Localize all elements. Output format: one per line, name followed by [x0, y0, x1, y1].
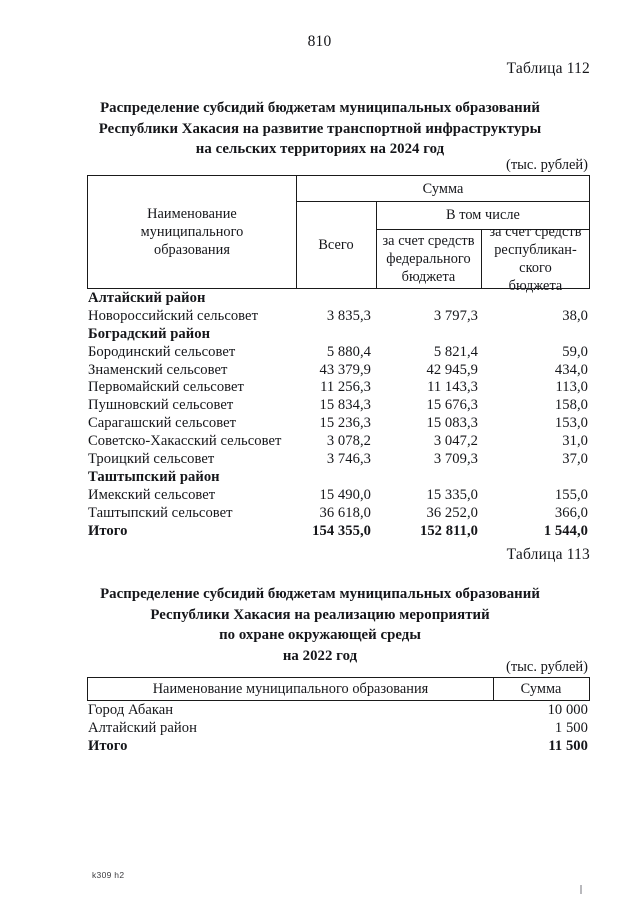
row-label: Бородинский сельсовет — [88, 343, 236, 360]
row-value-2: 5 821,4 — [433, 343, 478, 360]
table-row — [88, 362, 588, 380]
table-113-units: (тыс. рублей) — [506, 659, 588, 675]
row-label: Таштыпский район — [88, 468, 220, 485]
row-label: Знаменский сельсовет — [88, 361, 228, 378]
row-label: Итого — [88, 522, 128, 539]
row-label: Сарагашский сельсовет — [88, 415, 237, 432]
column-header-republican-line-1: за счет средств — [489, 223, 582, 240]
table-row — [88, 451, 588, 469]
row-value-1: 10 000 — [547, 702, 588, 718]
row-value-3: 1 544,0 — [543, 522, 588, 539]
table-112-body — [88, 290, 588, 540]
row-value-1: 11 256,3 — [320, 379, 371, 396]
table-112-title — [60, 98, 580, 160]
row-value-3: 434,0 — [554, 361, 588, 378]
column-header-federal-line-1: за счет средств — [382, 232, 475, 249]
table-row — [88, 523, 588, 541]
row-value-2: 15 335,0 — [426, 486, 478, 503]
table-row — [88, 397, 588, 415]
column-header-v-tom-chisle: В том числе — [446, 207, 520, 223]
column-header-federal-line-2: федерального — [386, 250, 471, 267]
table-113-body — [88, 702, 588, 756]
row-value-1: 1 500 — [554, 719, 588, 736]
table-row — [88, 738, 588, 756]
row-label: Первомайский сельсовет — [88, 379, 244, 396]
row-label: Имекский сельсовет — [88, 486, 216, 503]
row-value-3: 155,0 — [554, 486, 588, 503]
row-value-3: 31,0 — [562, 433, 588, 450]
table-112-title-line-2: Республики Хакасия на развитие транспортной инфраструктуры — [98, 120, 542, 137]
table-row — [88, 344, 588, 362]
table-row — [88, 326, 588, 344]
row-value-2: 152 811,0 — [419, 522, 478, 539]
row-label: Троицкий сельсовет — [88, 451, 215, 468]
row-value-2: 3 797,3 — [433, 307, 478, 324]
column-header-republican-line-4: бюджета — [508, 277, 563, 294]
table-113-caption: Таблица 113 — [506, 546, 590, 563]
row-label: Новороссийский сельсовет — [88, 307, 258, 324]
row-value-2: 3 709,3 — [433, 451, 478, 468]
row-value-2: 36 252,0 — [426, 504, 478, 521]
row-label: Пушновский сельсовет — [88, 397, 234, 414]
table-112-caption: Таблица 112 — [506, 60, 590, 77]
row-value-1: 11 500 — [548, 737, 588, 754]
row-value-3: 59,0 — [562, 343, 588, 360]
row-label: Боградский район — [88, 325, 211, 342]
row-value-3: 153,0 — [554, 415, 588, 432]
table-112-title-line-3: на сельских территориях на 2024 год — [195, 141, 445, 157]
row-value-1: 43 379,9 — [319, 361, 371, 378]
column-header-name-line-2: муниципального — [140, 224, 244, 240]
row-value-3: 37,0 — [562, 451, 588, 468]
row-label: Таштыпский сельсовет — [88, 504, 233, 521]
table-row — [88, 379, 588, 397]
table-row — [88, 433, 588, 451]
column-header-name — [88, 176, 296, 288]
row-value-3: 113,0 — [555, 379, 588, 396]
table-113-title — [60, 584, 580, 666]
row-label: Город Абакан — [88, 702, 174, 718]
page-number: 810 — [307, 33, 332, 50]
footer-scan-code: k309 h2 — [92, 870, 125, 880]
row-value-1: 3 078,2 — [326, 433, 371, 450]
table-row — [88, 415, 588, 433]
column-header-vsego: Всего — [318, 236, 354, 253]
column-header-name-line-3: образования — [154, 242, 230, 258]
table-113-title-line-4: на 2022 год — [282, 647, 358, 664]
column-header-republican-line-3: ского — [519, 259, 552, 276]
table-113-title-line-3: по охране окружающей среды — [219, 627, 421, 643]
row-value-3: 38,0 — [562, 307, 588, 324]
table-row — [88, 308, 588, 326]
table-113-title-line-2: Республики Хакасия на реализацию мероприятий — [150, 606, 490, 623]
row-value-1: 36 618,0 — [319, 504, 371, 521]
table-112-units: (тыс. рублей) — [506, 157, 588, 173]
row-value-2: 3 047,2 — [433, 433, 478, 450]
table-row — [88, 720, 588, 738]
table-row — [88, 487, 588, 505]
row-label: Итого — [88, 737, 128, 754]
row-value-2: 42 945,9 — [426, 361, 478, 378]
column-header-summa: Сумма — [520, 681, 562, 697]
table-row — [88, 702, 588, 720]
column-header-municipality-name: Наименование муниципального образования — [152, 681, 429, 697]
row-value-1: 3 746,3 — [326, 451, 371, 468]
scan-edge-mark — [580, 885, 582, 894]
column-header-republican-budget — [481, 223, 590, 294]
row-label: Алтайский район — [88, 290, 206, 306]
row-value-1: 3 835,3 — [326, 307, 371, 324]
row-value-2: 15 083,3 — [426, 415, 478, 432]
table-112-title-line-1: Распределение субсидий бюджетам муниципальных образований — [100, 100, 540, 116]
row-value-1: 5 880,4 — [326, 343, 371, 360]
column-header-federal-budget — [376, 229, 481, 288]
table-112-header — [87, 175, 590, 294]
table-row — [88, 290, 588, 308]
table-113-title-line-1: Распределение субсидий бюджетам муниципальных образований — [100, 586, 540, 602]
column-header-name-line-1: Наименование — [147, 206, 237, 222]
row-value-3: 158,0 — [554, 397, 588, 414]
row-label: Советско-Хакасский сельсовет — [88, 433, 282, 450]
column-header-federal-line-3: бюджета — [401, 268, 456, 285]
row-value-2: 15 676,3 — [426, 397, 478, 414]
row-value-2: 11 143,3 — [427, 379, 478, 396]
row-value-1: 15 236,3 — [319, 415, 371, 432]
row-value-3: 366,0 — [554, 504, 588, 521]
row-label: Алтайский район — [88, 719, 197, 736]
column-header-summa: Сумма — [422, 180, 464, 197]
row-value-1: 154 355,0 — [312, 522, 371, 539]
table-113-header — [87, 677, 590, 701]
row-value-1: 15 834,3 — [319, 397, 371, 414]
column-header-republican-line-2: республикан- — [494, 241, 577, 258]
table-row — [88, 469, 588, 487]
table-row — [88, 505, 588, 523]
row-value-1: 15 490,0 — [319, 486, 371, 503]
